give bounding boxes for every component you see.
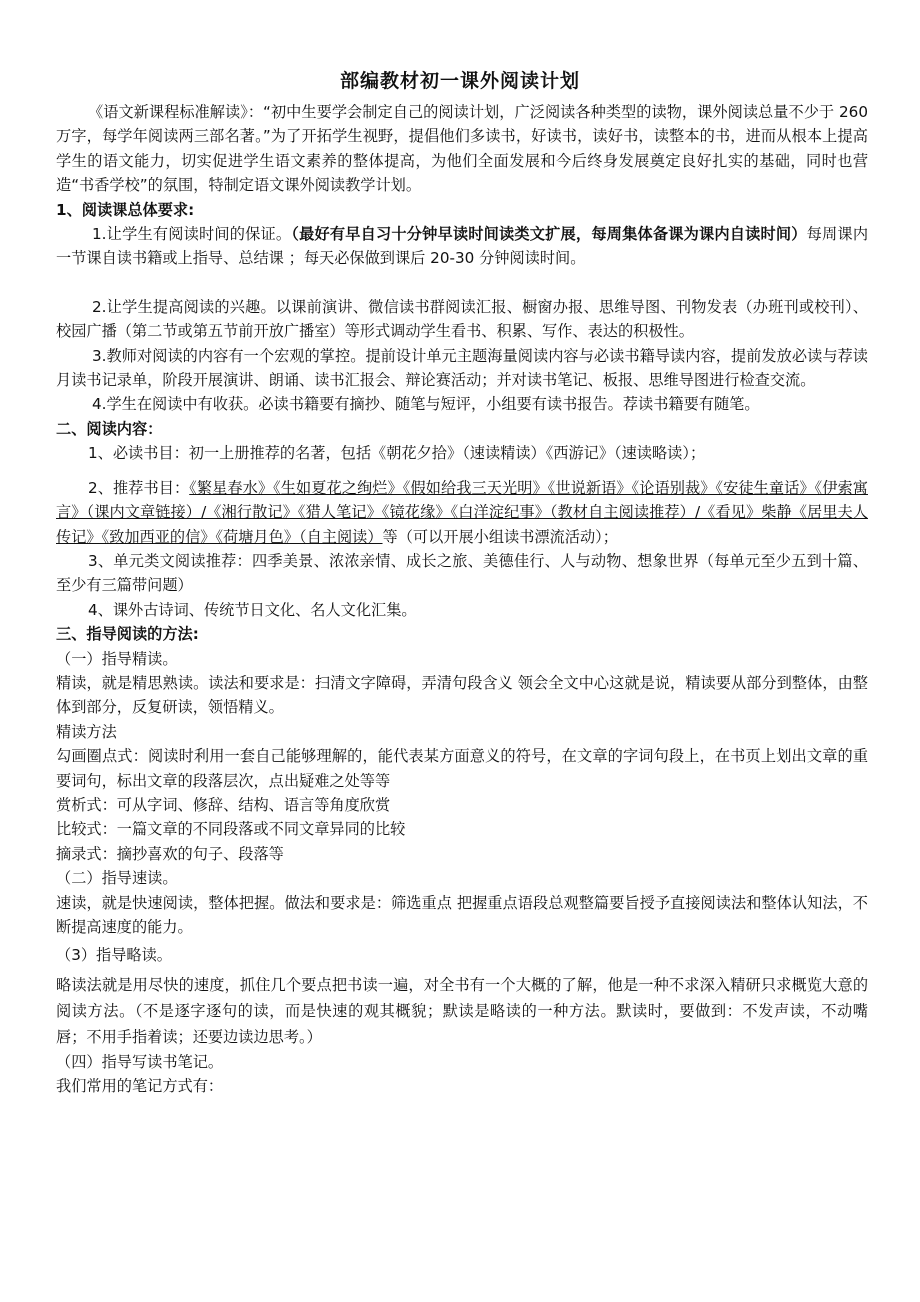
requirement-4: 4.学生在阅读中有收获。必读书籍要有摘抄、随笔与短评，小组要有读书报告。荐读书籍要有随笔。 bbox=[92, 395, 760, 414]
requirement-1-tail: 每周课内一节课自读书籍或上指导、总结课 ；每天必保做到课后 20-30 分钟阅读时间。 bbox=[56, 225, 869, 268]
content-2-label: 2、推荐书目： bbox=[88, 478, 190, 497]
subheading-speed: （二）指导速读。 bbox=[56, 869, 178, 888]
method-annotate: 勾画圈点式：阅读时利用一套自己能够理解的，能代表某方面意义的符号，在文章的字词句段上，在书页上划出文章的重要词句，标出文章的段落层次，点出疑难之处等等 bbox=[56, 747, 868, 790]
method-compare: 比较式：一篇文章的不同段落或不同文章异同的比较 bbox=[56, 820, 406, 839]
subheading-intensive: （一）指导精读。 bbox=[56, 649, 178, 668]
content-3: 3、单元类文阅读推荐：四季美景、浓浓亲情、成长之旅、美德佳行、人与动物、想象世界（每单元至少五到十篇、至少有三篇带问题） bbox=[56, 551, 868, 595]
subheading-skim: （3）指导略读。 bbox=[56, 946, 172, 965]
requirement-1-bold: （最好有早自习十分钟早读时间读类文扩展，每周集体备课为课内自读时间） bbox=[291, 225, 807, 244]
content-2-tail: 等（可以开展小组读书漂流活动）； bbox=[382, 527, 618, 546]
content-2 bbox=[56, 476, 868, 549]
method-excerpt: 摘录式：摘抄喜欢的句子、段落等 bbox=[56, 844, 284, 863]
intensive-methods-label: 精读方法 bbox=[56, 722, 117, 741]
spacer bbox=[56, 466, 868, 476]
notes-paragraph: 我们常用的笔记方式有： bbox=[56, 1077, 224, 1096]
content-1: 1、必读书目：初一上册推荐的名著，包括《朝花夕拾》（速读精读）《西游记》（速读略读）； bbox=[88, 444, 706, 463]
speed-paragraph: 速读，就是快速阅读，整体把握。做法和要求是：筛选重点 把握重点语段总观整篇要旨授予直接阅读法和整体认知法，不断提高速度的能力。 bbox=[56, 893, 868, 936]
method-appreciate: 赏析式：可从字词、修辞、结构、语言等角度欣赏 bbox=[56, 795, 391, 814]
page-title: 部编教材初一课外阅读计划 bbox=[339, 70, 580, 92]
requirement-1 bbox=[56, 222, 868, 271]
spacer bbox=[56, 271, 868, 295]
recommended-books: 《繁星春水》《生如夏花之绚烂》《假如给我三天光明》《世说新语》《论语别裁》《安徒生童话》《伊索寓言》（课内文章链接）/《湘行散记》《猎人笔记》《镜花缘》《白洋淀纪事》（教材自主阅读推荐）/《看见》柴静《居里夫人传记》《致加西亚的信》《荷塘月色》（自主阅读） bbox=[56, 478, 868, 546]
requirement-2: 2.让学生提高阅读的兴趣。以课前演讲、微信读书群阅读汇报、橱窗办报、思维导图、刊物发表（办班刊或校刊）、校园广播（第二节或第五节前开放广播室）等形式调动学生看书、积累、写作、表达的积极性。 bbox=[56, 297, 868, 341]
document-body bbox=[56, 100, 868, 1099]
intro-paragraph: 《语文新课程标准解读》：“初中生要学会制定自己的阅读计划，广泛阅读各种类型的读物，课外阅读总量不少于 260 万字，每学年阅读两三部名著。”为了开拓学生视野，提倡他们多读书，好读书，读好书，读整本的书，进而从根本上提高学生的语文能力，切实促进学生语文素养的整体提高，为他们全面发展和今后终身发展奠定良好扎实的基础，同时也营造“书香学校”的氛围，特制定语文课外阅读教学计划。 bbox=[56, 103, 868, 195]
requirement-1-text: 1.让学生有阅读时间的保证。 bbox=[92, 225, 292, 244]
requirement-3: 3.教师对阅读的内容有一个宏观的掌控。提前设计单元主题海量阅读内容与必读书籍导读内容，提前发放必读与荐读月读书记录单，阶段开展演讲、朗诵、读书汇报会、辩论赛活动；并对读书笔记、板报、思维导图进行检查交流。 bbox=[56, 346, 868, 390]
skim-paragraph: 略读法就是用尽快的速度，抓住几个要点把书读一遍，对全书有一个大概的了解，他是一种不求深入精研只求概览大意的阅读方法。（不是逐字逐句的读，而是快速的观其概貌；默读是略读的一种方法。默读时，要做到：不发声读，不动嘴唇；不用手指着读；还要边读边思考。） bbox=[56, 975, 868, 1046]
subheading-notes: （四）指导写读书笔记。 bbox=[56, 1052, 224, 1071]
intensive-paragraph: 精读，就是精思熟读。读法和要求是：扫清文字障碍，弄清句段含义 领会全文中心这就是说，精读要从部分到整体，由整体到部分，反复研读，领悟精义。 bbox=[56, 673, 868, 717]
content-4: 4、课外古诗词、传统节日文化、名人文化汇集。 bbox=[88, 600, 417, 619]
section-heading-3: 三、指导阅读的方法: bbox=[56, 625, 199, 644]
section-heading-1: 1、阅读课总体要求: bbox=[56, 200, 195, 219]
section-heading-2: 二、阅读内容： bbox=[56, 419, 163, 438]
